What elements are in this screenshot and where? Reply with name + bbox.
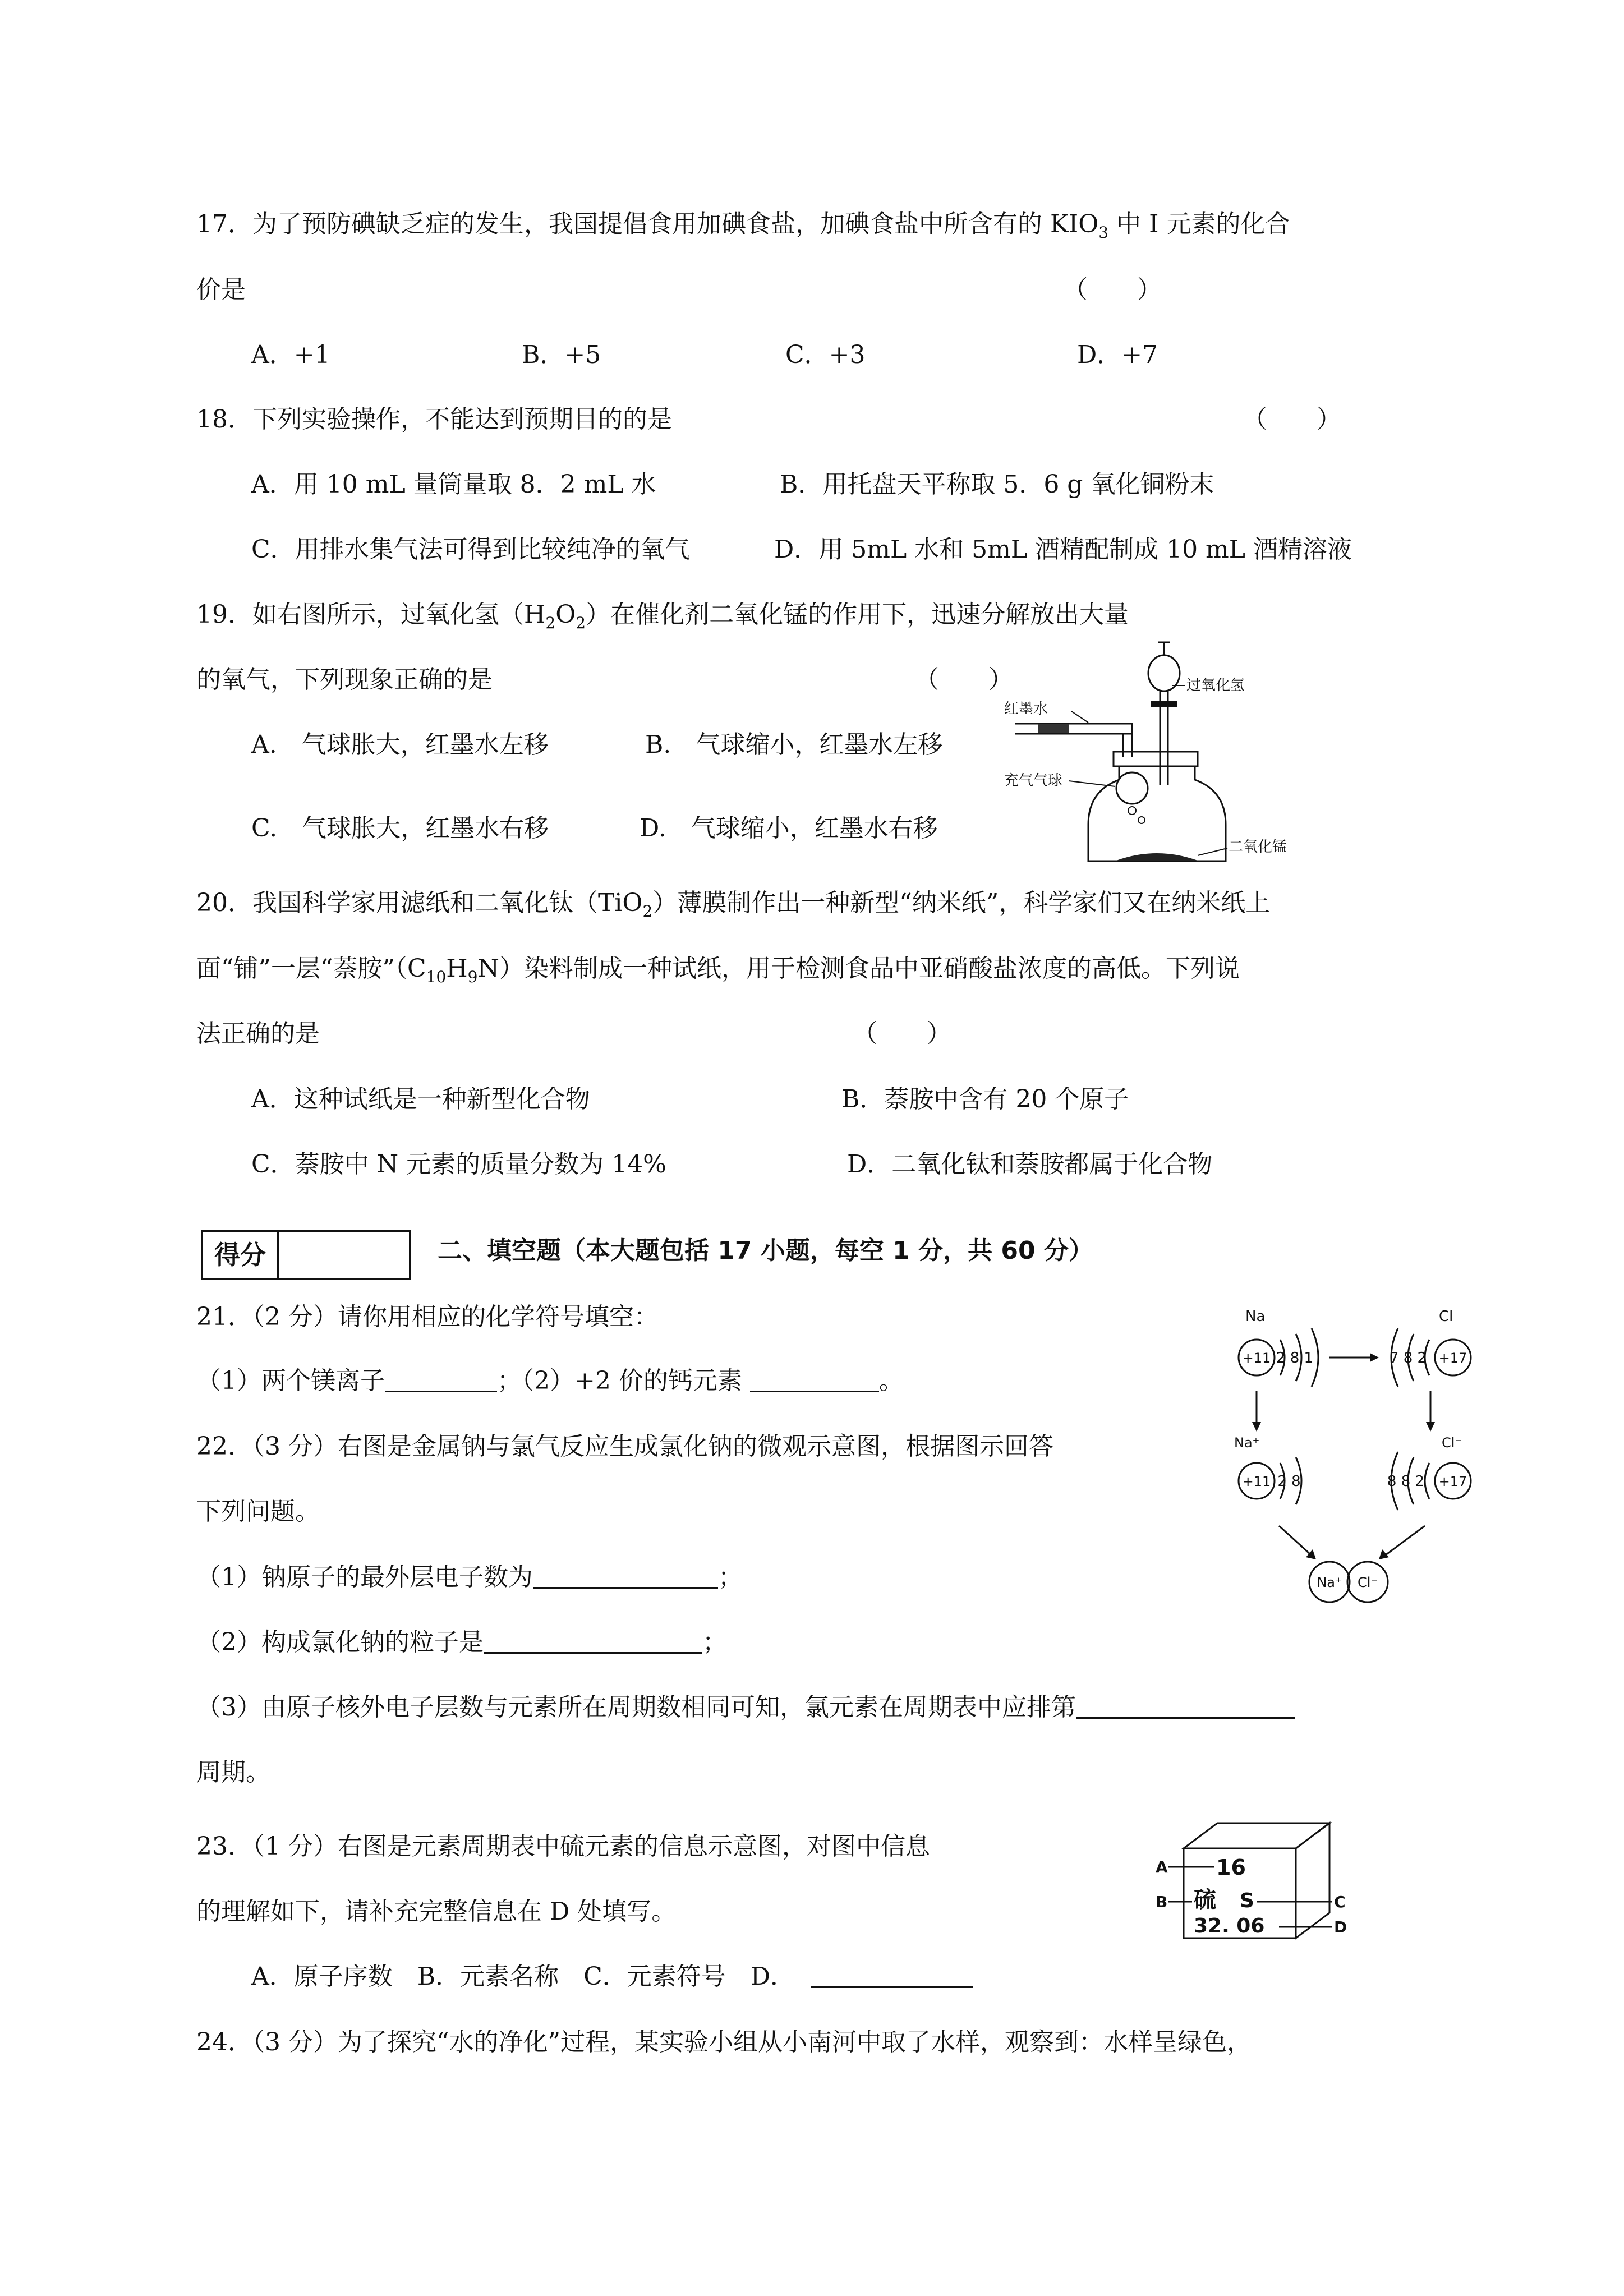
q18-answer-paren: （ ） <box>1243 405 1341 434</box>
na-ion-nucleus: +11 <box>1242 1474 1271 1489</box>
cl-ion-label: Cl⁻ <box>1442 1435 1462 1451</box>
q21-parts <box>196 1364 904 1398</box>
sulfur-mass: 32. 06 <box>1194 1915 1265 1938</box>
q17-option-d: D．+7 <box>1077 341 1158 369</box>
label-red-ink: 红墨水 <box>1004 701 1048 717</box>
q20-sub1: 2 <box>642 902 653 921</box>
q24-line1: 24．（3 分）为了探究“水的净化”过程，某实验小组从小南河中取了水样，观察到：水样呈绿色， <box>196 2028 1252 2056</box>
q19-line2: 的氧气，下列现象正确的是 <box>196 665 493 694</box>
na-shells: 2 8 1 <box>1276 1350 1314 1366</box>
q20-option-b: B．萘胺中含有 20 个原子 <box>841 1085 1129 1114</box>
q20-option-d: D．二氧化钛和萘胺都属于化合物 <box>847 1150 1213 1179</box>
q23-options-text: A．原子序数 B．元素名称 C．元素符号 D． <box>251 1962 795 1991</box>
q20-option-c: C．萘胺中 N 元素的质量分数为 14% <box>251 1150 666 1179</box>
q21-blank-2[interactable] <box>750 1366 879 1392</box>
q22-line1: 22．（3 分）右图是金属钠与氯气反应生成氯化钠的微观示意图，根据图示回答 <box>196 1432 1053 1461</box>
label-mno2: 二氧化锰 <box>1229 839 1287 855</box>
q17-answer-paren: （ ） <box>1063 275 1162 304</box>
cl-nucleus: +17 <box>1438 1350 1467 1366</box>
q21-blank-1[interactable] <box>385 1366 497 1392</box>
q21-part2: ；（2）+2 价的钙元素 <box>497 1366 742 1395</box>
pointer-d: D <box>1334 1918 1347 1936</box>
q20-text-b: ）薄膜制作出一种新型“纳米纸”，科学家们又在纳米纸上 <box>652 889 1271 917</box>
q18-stem: 18．下列实验操作，不能达到预期目的的是 <box>196 405 672 434</box>
q22-line2: 下列问题。 <box>196 1497 320 1526</box>
q17-option-c: C．+3 <box>785 341 866 369</box>
pointer-a: A <box>1156 1858 1168 1876</box>
q19-option-c: C. 气球胀大，红墨水右移 <box>251 814 549 843</box>
na-ion-shells: 2 8 <box>1277 1473 1301 1490</box>
sulfur-name: 硫 <box>1194 1887 1216 1913</box>
q22-semi-1: ； <box>718 1563 743 1591</box>
score-box <box>201 1230 411 1280</box>
score-input[interactable] <box>279 1232 409 1278</box>
q22-p2 <box>196 1626 727 1659</box>
score-label: 得分 <box>203 1232 279 1278</box>
q20-text-d: H <box>446 954 468 983</box>
na-nucleus: +11 <box>1242 1350 1271 1366</box>
pointer-c: C <box>1334 1893 1346 1911</box>
label-balloon: 充气气球 <box>1004 772 1063 789</box>
q19-option-a: A. 气球胀大，红墨水左移 <box>251 730 549 759</box>
q17-sub: 3 <box>1098 223 1109 242</box>
q19-option-b: B. 气球缩小，红墨水左移 <box>645 730 943 759</box>
pointer-b: B <box>1156 1893 1168 1911</box>
q20-option-a: A．这种试纸是一种新型化合物 <box>251 1085 590 1114</box>
q22-blank-2[interactable] <box>484 1627 702 1654</box>
q19-sub2: 2 <box>576 614 586 632</box>
nacl-na: Na⁺ <box>1317 1575 1342 1590</box>
q18-option-c: C．用排水集气法可得到比较纯净的氧气 <box>251 535 690 564</box>
sulfur-number: 16 <box>1216 1855 1246 1880</box>
q20-line2 <box>196 952 1240 994</box>
q17-line2: 价是 <box>196 275 246 304</box>
q17-text: 17．为了预防碘缺乏症的发生，我国提倡食用加碘食盐，加碘食盐中所含有的 KIO <box>196 210 1099 238</box>
q20-line3: 法正确的是 <box>196 1019 320 1048</box>
q21-stem: 21．（2 分）请你用相应的化学符号填空： <box>196 1303 659 1331</box>
cl-ion-shells: 8 8 2 <box>1387 1473 1425 1490</box>
q23-sulfur-figure <box>1156 1818 1369 1952</box>
q17-line1 <box>196 208 1290 250</box>
cl-ion-nucleus: +17 <box>1438 1474 1467 1489</box>
q23-options <box>251 1960 973 1994</box>
q18-option-a: A．用 10 mL 量筒量取 8．2 mL 水 <box>251 470 656 499</box>
q19-sub1: 2 <box>545 614 556 632</box>
q17-tail: 中 I 元素的化合 <box>1108 210 1290 238</box>
q21-end: 。 <box>878 1366 904 1395</box>
q18-option-b: B．用托盘天平称取 5．6 g 氧化铜粉末 <box>780 470 1214 499</box>
q17-option-a: A．+1 <box>251 341 330 369</box>
q19-line1 <box>196 598 1129 640</box>
q22-p3-text: （3）由原子核外电子层数与元素所在周期数相同可知，氯元素在周期表中应排第 <box>196 1693 1076 1722</box>
section2-title: 二、填空题（本大题包括 17 小题，每空 1 分，共 60 分） <box>438 1236 1093 1265</box>
q23-line1: 23．（1 分）右图是元素周期表中硫元素的信息示意图，对图中信息 <box>196 1832 930 1861</box>
q19-text-b: O <box>555 600 576 629</box>
q19-text-c: ）在催化剂二氧化锰的作用下，迅速分解放出大量 <box>586 600 1129 629</box>
q18-option-d: D．用 5mL 水和 5mL 酒精配制成 10 mL 酒精溶液 <box>774 535 1352 564</box>
q22-p3 <box>196 1691 1295 1724</box>
cl-label: Cl <box>1439 1308 1453 1325</box>
q22-p2-text: （2）构成氯化钠的粒子是 <box>196 1628 484 1657</box>
q23-line2: 的理解如下，请补充完整信息在 D 处填写。 <box>196 1897 677 1926</box>
q19-text-a: 19．如右图所示，过氧化氢（H <box>196 600 546 629</box>
q20-text-e: N）染料制成一种试纸，用于检测食品中亚硝酸盐浓度的高低。下列说 <box>477 954 1240 983</box>
nacl-cl: Cl⁻ <box>1357 1575 1378 1590</box>
q19-apparatus-figure <box>1004 639 1296 864</box>
q20-answer-paren: （ ） <box>853 1019 951 1048</box>
q21-part1: （1）两个镁离子 <box>196 1366 385 1395</box>
sulfur-symbol: S <box>1240 1889 1254 1912</box>
q20-text-c: 面“铺”一层“萘胺”（C <box>196 954 426 983</box>
q22-blank-3[interactable] <box>1076 1692 1295 1719</box>
label-h2o2: 过氧化氢 <box>1186 677 1245 694</box>
q20-sub2: 10 <box>426 968 447 986</box>
q23-blank-d[interactable] <box>811 1962 973 1988</box>
q19-answer-paren: （ ） <box>914 665 1013 694</box>
cl-shells: 7 8 2 <box>1389 1350 1427 1366</box>
q22-semi-2: ； <box>702 1628 727 1657</box>
q20-line1 <box>196 886 1270 928</box>
q22-nacl-figure <box>1217 1296 1487 1655</box>
na-label: Na <box>1245 1308 1266 1325</box>
q22-p3-tail: 周期。 <box>196 1758 270 1787</box>
q20-sub3: 9 <box>467 968 478 986</box>
q22-p1 <box>196 1561 743 1594</box>
q17-option-b: B．+5 <box>522 341 601 369</box>
q20-text-a: 20．我国科学家用滤纸和二氧化钛（TiO <box>196 889 643 917</box>
red-ink-drop <box>1038 724 1069 733</box>
q22-p1-text: （1）钠原子的最外层电子数为 <box>196 1563 533 1591</box>
q19-option-d: D. 气球缩小，红墨水右移 <box>640 814 938 843</box>
na-ion-label: Na⁺ <box>1234 1435 1260 1451</box>
q22-blank-1[interactable] <box>533 1562 718 1589</box>
